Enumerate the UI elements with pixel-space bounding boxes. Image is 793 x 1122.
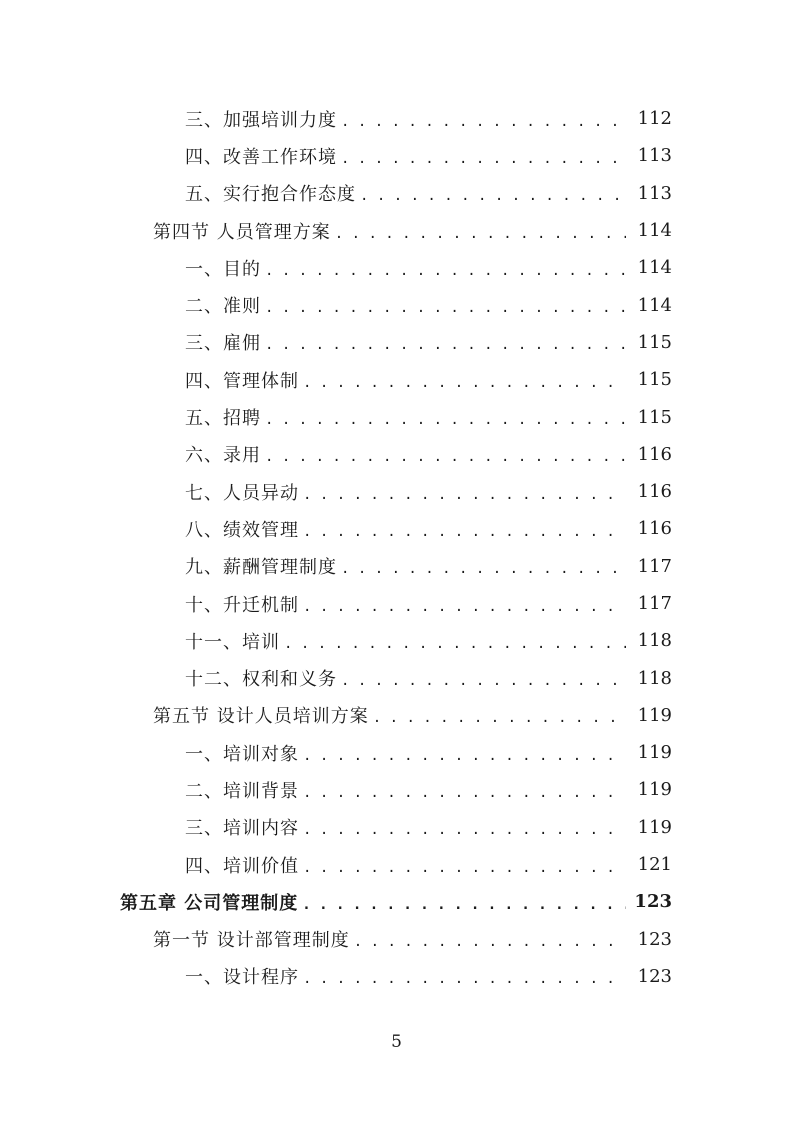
dot-leader xyxy=(341,562,626,576)
toc-entry-page: 114 xyxy=(637,294,672,316)
toc-entry[interactable] xyxy=(0,249,793,286)
dot-leader xyxy=(341,152,626,166)
toc-entry[interactable] xyxy=(0,771,793,808)
toc-entry-page: 118 xyxy=(637,630,672,652)
dot-leader xyxy=(303,376,626,390)
toc-entry-title: 七、人员异动 xyxy=(185,482,299,504)
toc-entry[interactable] xyxy=(0,175,793,212)
toc-entry[interactable] xyxy=(0,548,793,585)
toc-entry-title: 十二、权利和义务 xyxy=(185,669,337,691)
toc-entry-title: 八、绩效管理 xyxy=(185,519,299,541)
toc-entry[interactable] xyxy=(0,137,793,174)
toc-entry-title: 十、升迁机制 xyxy=(185,594,299,616)
toc-entry-title: 第五章 公司管理制度 xyxy=(120,892,299,914)
toc-entry[interactable] xyxy=(0,286,793,323)
toc-entry-page: 119 xyxy=(637,779,672,801)
toc-entry-title: 二、培训背景 xyxy=(185,780,299,802)
toc-entry-page: 113 xyxy=(637,182,672,204)
dot-leader xyxy=(303,786,626,800)
toc-entry[interactable] xyxy=(0,809,793,846)
toc-entry-page: 112 xyxy=(637,108,672,130)
toc-entry[interactable] xyxy=(0,622,793,659)
toc-entry-page: 117 xyxy=(637,593,672,614)
toc-entry-title: 四、管理体制 xyxy=(185,370,299,392)
toc-entry-page: 123 xyxy=(637,928,672,950)
dot-leader xyxy=(303,525,626,539)
toc-entry-page: 116 xyxy=(637,518,672,540)
dot-leader xyxy=(354,935,626,949)
dot-leader xyxy=(265,413,626,427)
toc-entry-page: 115 xyxy=(637,331,672,353)
dot-leader xyxy=(284,637,626,651)
dot-leader xyxy=(341,674,626,688)
toc-entry-section[interactable] xyxy=(0,697,793,734)
toc-entry-page: 119 xyxy=(637,742,672,764)
toc-entry-title: 三、雇佣 xyxy=(185,333,261,355)
toc-entry-title: 第五节 设计人员培训方案 xyxy=(153,706,369,728)
toc-entry-title: 五、实行抱合作态度 xyxy=(185,184,356,206)
toc-entry-title: 一、目的 xyxy=(185,258,261,280)
toc-entry[interactable] xyxy=(0,585,793,622)
toc-entry-title: 一、设计程序 xyxy=(185,967,299,989)
table-of-contents xyxy=(0,100,793,995)
toc-entry[interactable] xyxy=(0,659,793,696)
toc-entry[interactable] xyxy=(0,436,793,473)
toc-entry-page: 123 xyxy=(637,965,672,987)
toc-entry-title: 九、薪酬管理制度 xyxy=(185,557,337,579)
dot-leader xyxy=(341,115,626,129)
dot-leader xyxy=(303,823,626,837)
toc-entry-page: 114 xyxy=(637,220,672,242)
toc-entry[interactable] xyxy=(0,398,793,435)
dot-leader xyxy=(360,189,626,203)
toc-entry-page: 123 xyxy=(634,891,672,913)
toc-entry-chapter[interactable] xyxy=(0,883,793,920)
toc-entry-title: 四、培训价值 xyxy=(185,855,299,877)
toc-entry[interactable] xyxy=(0,958,793,995)
toc-entry-page: 115 xyxy=(637,406,672,428)
dot-leader xyxy=(303,749,626,763)
toc-entry[interactable] xyxy=(0,473,793,510)
toc-entry-page: 118 xyxy=(637,667,672,689)
toc-entry-title: 第四节 人员管理方案 xyxy=(153,221,331,243)
toc-entry-title: 第一节 设计部管理制度 xyxy=(153,930,350,952)
toc-entry[interactable] xyxy=(0,846,793,883)
toc-entry[interactable] xyxy=(0,100,793,137)
toc-entry-title: 三、培训内容 xyxy=(185,818,299,840)
toc-entry-section[interactable] xyxy=(0,212,793,249)
dot-leader xyxy=(265,301,626,315)
dot-leader xyxy=(335,227,626,241)
dot-leader xyxy=(373,711,626,725)
dot-leader xyxy=(303,861,626,875)
dot-leader xyxy=(302,898,626,912)
toc-entry-title: 五、招聘 xyxy=(185,408,261,430)
toc-entry[interactable] xyxy=(0,324,793,361)
toc-entry-title: 六、录用 xyxy=(185,445,261,467)
toc-entry[interactable] xyxy=(0,510,793,547)
toc-entry-title: 四、改善工作环境 xyxy=(185,146,337,168)
dot-leader xyxy=(303,488,626,502)
toc-entry-section[interactable] xyxy=(0,921,793,958)
toc-entry-page: 114 xyxy=(637,257,672,279)
toc-entry[interactable] xyxy=(0,734,793,771)
toc-entry-title: 二、准则 xyxy=(185,296,261,318)
toc-entry-page: 113 xyxy=(637,145,672,167)
toc-entry-page: 115 xyxy=(637,369,672,391)
dot-leader xyxy=(265,338,626,352)
toc-entry-page: 119 xyxy=(637,816,672,838)
toc-entry-page: 119 xyxy=(637,704,672,726)
toc-entry-page: 116 xyxy=(637,481,672,503)
toc-entry-page: 117 xyxy=(637,555,672,577)
dot-leader xyxy=(265,450,626,464)
dot-leader xyxy=(303,972,626,986)
toc-entry-title: 三、加强培训力度 xyxy=(185,109,337,131)
toc-entry[interactable] xyxy=(0,361,793,398)
dot-leader xyxy=(303,600,626,614)
toc-entry-title: 一、培训对象 xyxy=(185,743,299,765)
toc-entry-title: 十一、培训 xyxy=(185,631,280,653)
dot-leader xyxy=(265,264,626,278)
toc-entry-page: 121 xyxy=(637,854,672,876)
page-number: 5 xyxy=(391,1032,402,1052)
toc-entry-page: 116 xyxy=(637,443,672,465)
